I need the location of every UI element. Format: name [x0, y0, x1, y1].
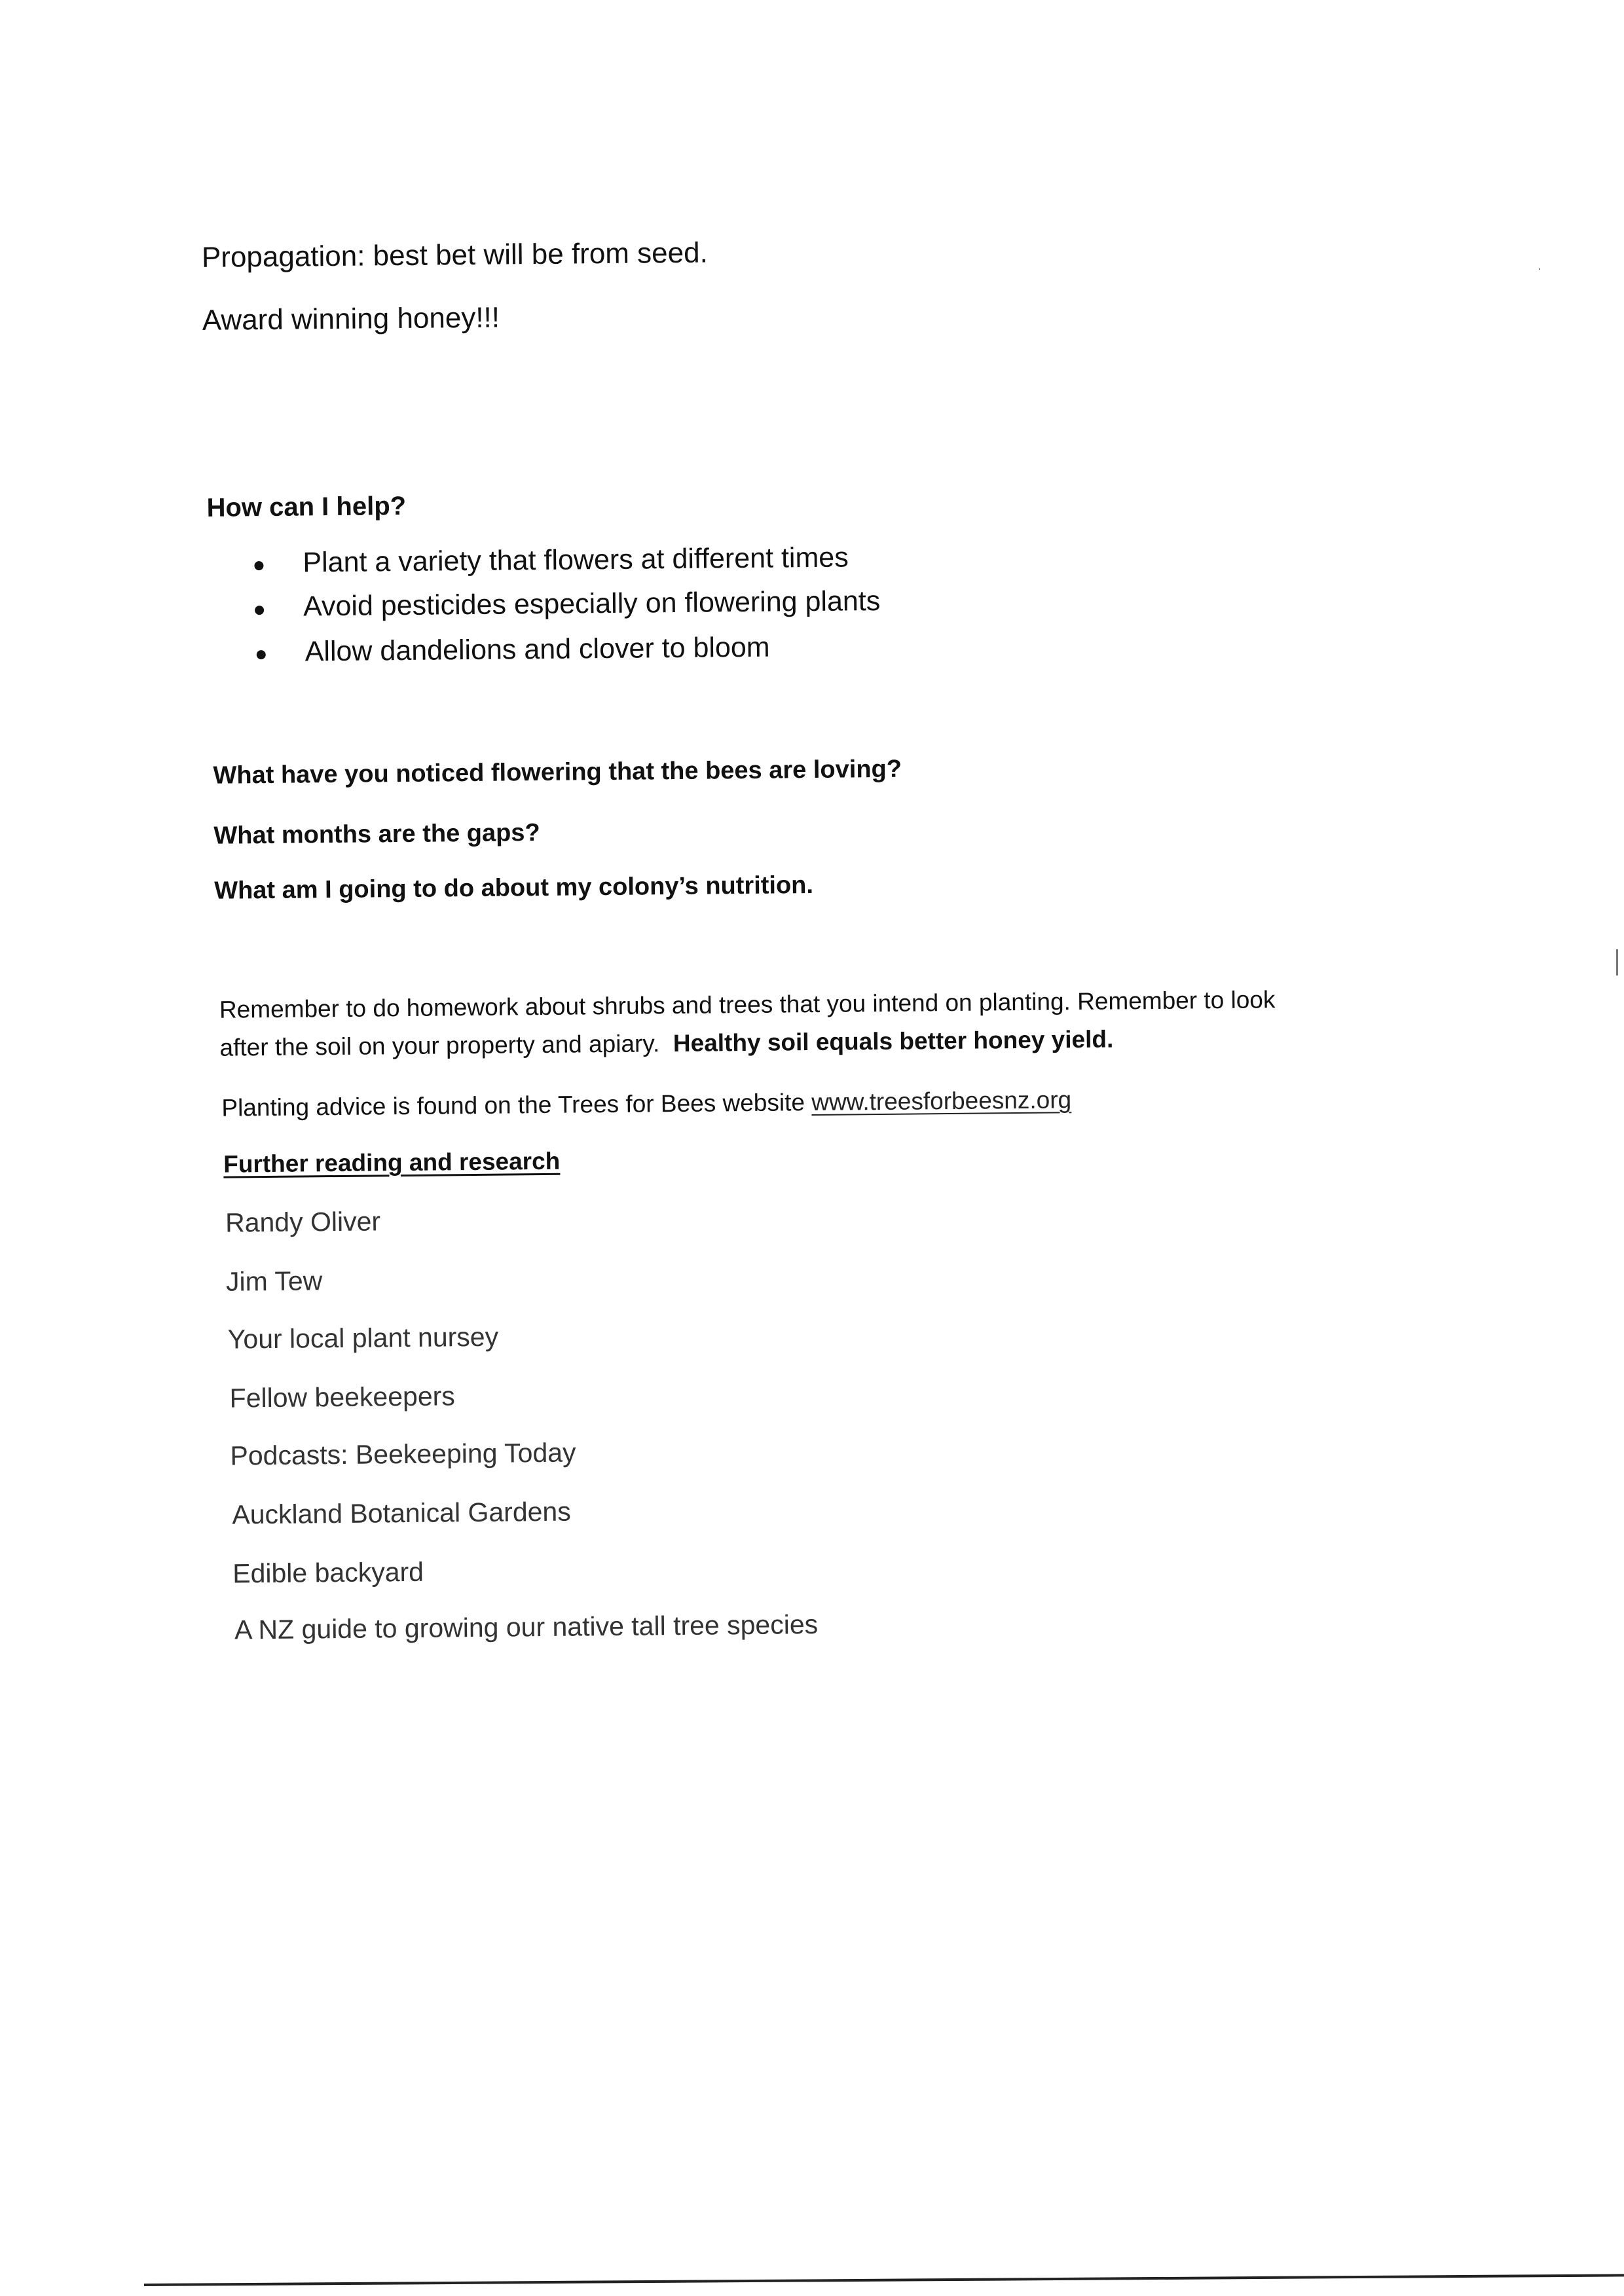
propagation-text: Propagation: best bet will be from seed.: [201, 236, 709, 274]
bullet-icon: [255, 606, 264, 615]
scan-mark: [1616, 949, 1618, 975]
remember-line-1: Remember to do homework about shrubs and trees that you intend on planting. Remember to look: [219, 986, 1276, 1023]
scan-bottom-edge: [144, 2274, 1624, 2286]
planting-advice-text: Planting advice is found on the Trees for Bees website: [221, 1089, 805, 1121]
list-item: Jim Tew: [225, 1266, 323, 1297]
bullet-icon: [254, 561, 263, 570]
remember-line-2: [219, 1027, 1113, 1060]
planting-advice: [221, 1087, 1071, 1120]
further-reading-heading: Further reading and research: [223, 1147, 561, 1178]
trees-for-bees-link[interactable]: www.treesforbeesnz.org: [811, 1086, 1072, 1116]
bullet-text: Avoid pesticides especially on flowering plants: [303, 585, 881, 623]
question-gaps: What months are the gaps?: [213, 819, 540, 850]
healthy-soil-emphasis: Healthy soil equals better honey yield.: [673, 1025, 1114, 1057]
award-text: Award winning honey!!!: [202, 301, 500, 337]
remember-line-2-text: after the soil on your property and apiary.: [219, 1030, 660, 1061]
list-item: A NZ guide to growing our native tall tree species: [234, 1609, 819, 1645]
list-item: Podcasts: Beekeeping Today: [230, 1437, 576, 1471]
help-heading: How can I help?: [206, 491, 407, 522]
question-nutrition: What am I going to do about my colony’s nutrition.: [214, 871, 814, 905]
list-item: Fellow beekeepers: [229, 1381, 456, 1413]
list-item: Your local plant nursey: [227, 1321, 499, 1355]
question-flowering: What have you noticed flowering that the bees are loving?: [213, 755, 902, 790]
bullet-text: Allow dandelions and clover to bloom: [304, 631, 770, 668]
scan-speck: [1539, 268, 1540, 270]
list-item: Randy Oliver: [225, 1206, 381, 1238]
bullet-icon: [257, 650, 266, 659]
list-item: Edible backyard: [232, 1556, 424, 1589]
list-item: Auckland Botanical Gardens: [232, 1496, 571, 1530]
bullet-text: Plant a variety that flowers at different times: [303, 541, 849, 579]
